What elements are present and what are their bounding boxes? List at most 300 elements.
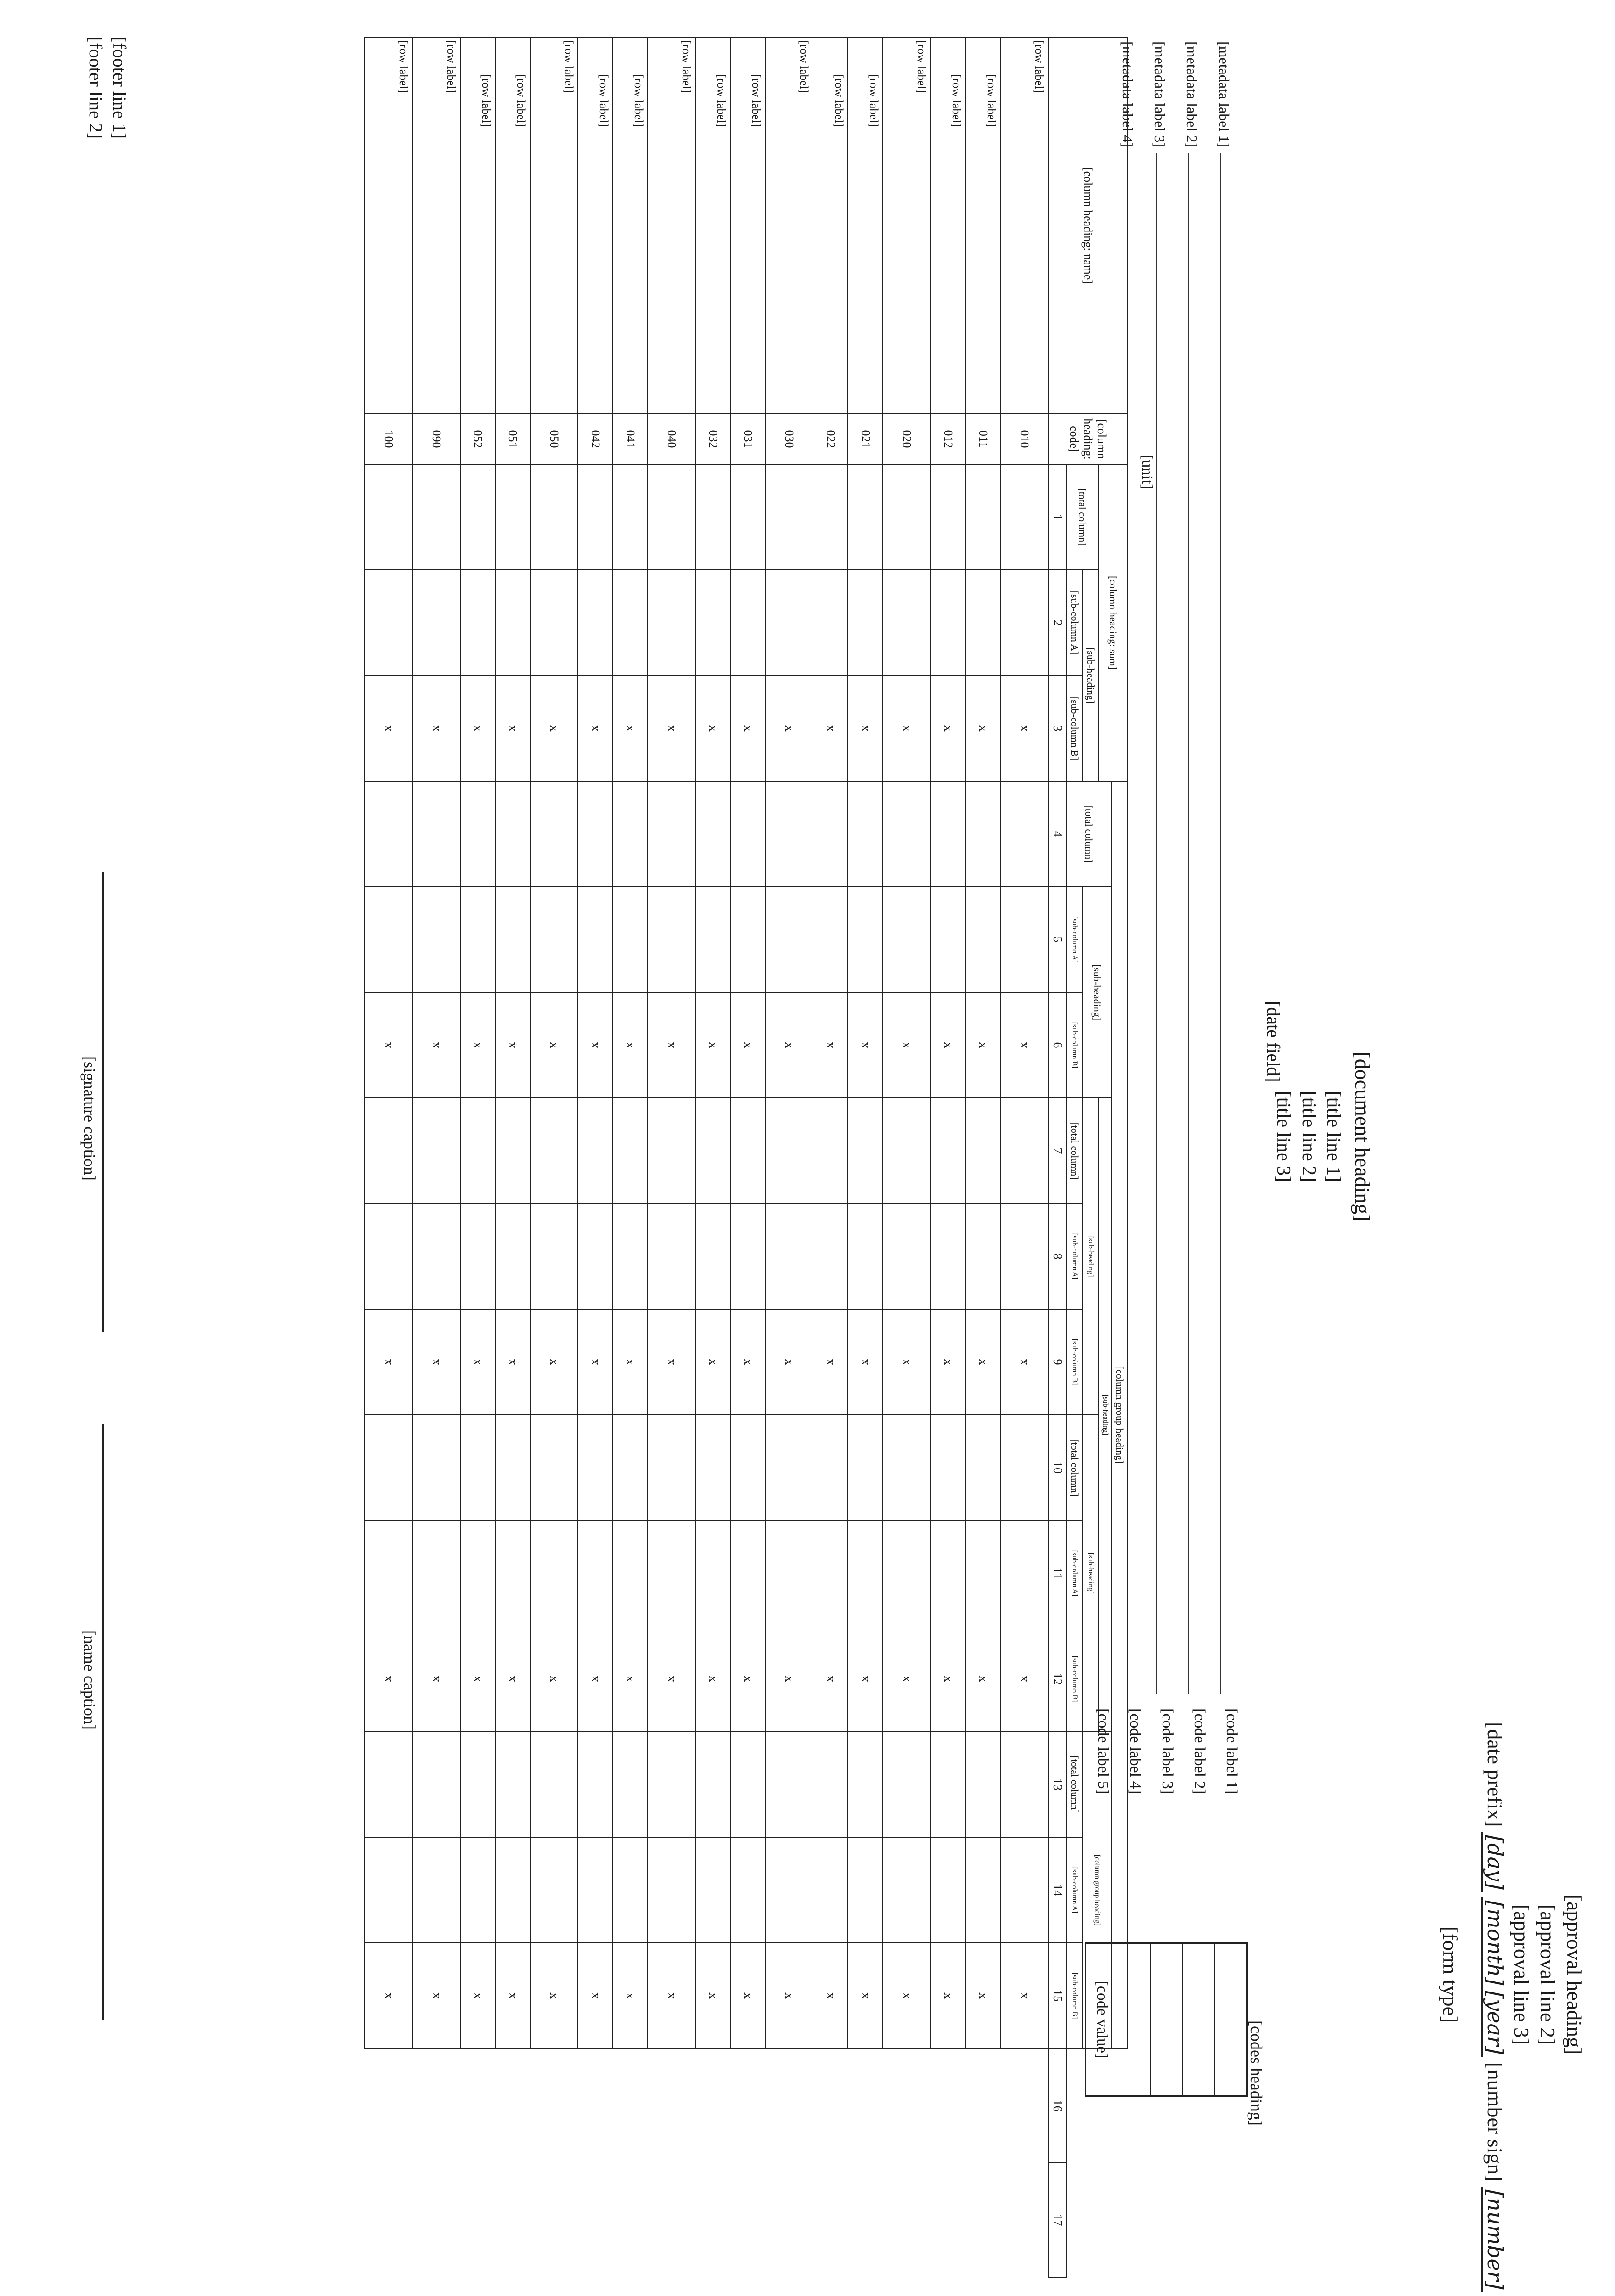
row-name: [row label] <box>765 37 813 414</box>
value-cell[interactable] <box>730 570 765 675</box>
value-cell[interactable] <box>1000 1204 1048 1309</box>
value-cell[interactable] <box>883 570 931 675</box>
x-mark-cell: x <box>648 1943 695 2048</box>
value-cell[interactable] <box>966 464 1000 570</box>
x-mark-cell: x <box>1000 1626 1048 1732</box>
value-cell[interactable] <box>695 1204 730 1309</box>
x-mark-cell: x <box>578 1626 613 1732</box>
approval-date-line <box>1482 1722 1508 2290</box>
meta-label: [metadata label 2] <box>1184 41 1200 147</box>
row-code: 050 <box>530 414 578 464</box>
row-code: 021 <box>848 414 883 464</box>
header-conf-unins: [sub-column B] <box>1067 1309 1083 1415</box>
x-mark-cell: x <box>495 675 530 781</box>
value-cell[interactable] <box>578 1732 613 1837</box>
value-cell[interactable] <box>966 1204 1000 1309</box>
value-cell[interactable] <box>931 781 966 887</box>
row-name: [row label] <box>966 37 1000 414</box>
value-cell[interactable] <box>931 570 966 675</box>
value-cell[interactable] <box>365 570 412 675</box>
value-cell[interactable] <box>495 570 530 675</box>
value-cell[interactable] <box>648 1837 695 1943</box>
value-cell[interactable] <box>365 1415 412 1520</box>
value-cell[interactable] <box>931 464 966 570</box>
value-cell[interactable] <box>578 1520 613 1626</box>
x-mark-cell: x <box>730 675 765 781</box>
value-cell[interactable] <box>813 887 848 992</box>
value-cell[interactable] <box>966 1415 1000 1520</box>
request-date-field: [date field] <box>1263 1001 1284 1082</box>
value-cell[interactable] <box>765 1732 813 1837</box>
value-cell[interactable] <box>765 464 813 570</box>
value-cell[interactable] <box>530 1415 578 1520</box>
row-code: 011 <box>966 414 1000 464</box>
value-cell[interactable] <box>966 1837 1000 1943</box>
column-number: 15 <box>1048 1943 1067 2048</box>
value-cell[interactable] <box>1000 1732 1048 1837</box>
table-row <box>1000 37 1048 2277</box>
row-code: 052 <box>460 414 495 464</box>
value-cell[interactable] <box>613 1415 648 1520</box>
row-code: 041 <box>613 414 648 464</box>
value-cell[interactable] <box>695 781 730 887</box>
value-cell[interactable] <box>365 887 412 992</box>
x-mark-cell: x <box>695 675 730 781</box>
value-cell[interactable] <box>460 570 495 675</box>
row-name: [row label] <box>530 37 578 414</box>
value-cell[interactable] <box>813 1204 848 1309</box>
value-cell[interactable] <box>730 1204 765 1309</box>
x-mark-cell: x <box>530 1943 578 2048</box>
value-cell[interactable] <box>730 1520 765 1626</box>
value-cell[interactable] <box>931 1732 966 1837</box>
header-conf-ins: [sub-column A] <box>1067 1204 1083 1309</box>
column-number: 11 <box>1048 1520 1067 1626</box>
value-cell[interactable] <box>412 1732 460 1837</box>
value-cell[interactable] <box>1000 887 1048 992</box>
row-code: 012 <box>931 414 966 464</box>
value-cell[interactable] <box>730 1837 765 1943</box>
meta-row <box>1183 41 1215 1694</box>
code-cell <box>1150 1944 1182 2095</box>
value-cell[interactable] <box>1000 1520 1048 1626</box>
value-cell[interactable] <box>613 464 648 570</box>
value-cell[interactable] <box>1000 1415 1048 1520</box>
value-cell[interactable] <box>848 1520 883 1626</box>
value-cell[interactable] <box>730 1098 765 1204</box>
value-cell[interactable] <box>883 1098 931 1204</box>
value-cell[interactable] <box>883 464 931 570</box>
value-cell[interactable] <box>730 464 765 570</box>
value-cell[interactable] <box>495 781 530 887</box>
x-mark-cell: x <box>365 1309 412 1415</box>
table-row <box>695 37 730 2277</box>
x-mark-cell: x <box>530 675 578 781</box>
value-cell[interactable] <box>765 1204 813 1309</box>
value-cell[interactable] <box>613 887 648 992</box>
value-cell[interactable] <box>848 1732 883 1837</box>
value-cell[interactable] <box>883 1520 931 1626</box>
value-cell[interactable] <box>695 1098 730 1204</box>
row-name: [row label] <box>883 37 931 414</box>
value-cell[interactable] <box>1000 464 1048 570</box>
value-cell[interactable] <box>695 1520 730 1626</box>
value-cell[interactable] <box>931 1098 966 1204</box>
value-cell[interactable] <box>495 464 530 570</box>
x-mark-cell: x <box>412 1943 460 2048</box>
value-cell[interactable] <box>578 1837 613 1943</box>
value-cell[interactable] <box>365 1837 412 1943</box>
column-number: 1 <box>1048 464 1067 570</box>
value-cell[interactable] <box>931 1520 966 1626</box>
value-cell[interactable] <box>412 781 460 887</box>
meta-label: [metadata label 4] <box>1119 41 1136 147</box>
meta-label: [metadata label 3] <box>1152 41 1168 147</box>
value-cell[interactable] <box>730 781 765 887</box>
column-number: 2 <box>1048 570 1067 675</box>
x-mark-cell: x <box>578 1943 613 2048</box>
value-cell[interactable] <box>530 1837 578 1943</box>
header-covid-all: [total column] <box>1067 781 1112 887</box>
value-cell[interactable] <box>966 1520 1000 1626</box>
header-suspected: [sub-heading] <box>1083 1415 1099 1732</box>
x-mark-cell: x <box>813 1626 848 1732</box>
x-mark-cell: x <box>1000 992 1048 1098</box>
value-cell[interactable] <box>813 464 848 570</box>
value-cell[interactable] <box>495 1732 530 1837</box>
value-cell[interactable] <box>412 1520 460 1626</box>
value-cell[interactable] <box>966 570 1000 675</box>
x-mark-cell: x <box>578 1309 613 1415</box>
value-cell[interactable] <box>530 781 578 887</box>
approval-stamp <box>1437 1722 1588 2290</box>
approval-year: [year] <box>1482 1988 1508 2057</box>
value-cell[interactable] <box>1000 1837 1048 1943</box>
column-number: 6 <box>1048 992 1067 1098</box>
column-number: 17 <box>1048 2163 1067 2277</box>
value-cell[interactable] <box>765 887 813 992</box>
value-cell[interactable] <box>848 1415 883 1520</box>
value-cell[interactable] <box>365 1204 412 1309</box>
value-cell[interactable] <box>365 1520 412 1626</box>
x-mark-cell: x <box>883 1943 931 2048</box>
table-row <box>365 37 412 2277</box>
value-cell[interactable] <box>412 570 460 675</box>
x-mark-cell: x <box>883 992 931 1098</box>
value-cell[interactable] <box>530 1732 578 1837</box>
x-mark-cell: x <box>495 1309 530 1415</box>
x-mark-cell: x <box>460 1626 495 1732</box>
meta-row <box>1215 41 1248 1694</box>
x-mark-cell: x <box>730 1309 765 1415</box>
value-cell[interactable] <box>648 1415 695 1520</box>
value-cell[interactable] <box>848 887 883 992</box>
value-cell[interactable] <box>1000 1098 1048 1204</box>
table-row <box>412 37 460 2277</box>
x-mark-cell: x <box>966 1626 1000 1732</box>
value-cell[interactable] <box>813 1098 848 1204</box>
row-code: 090 <box>412 414 460 464</box>
x-mark-cell: x <box>966 1943 1000 2048</box>
column-number: 4 <box>1048 781 1067 887</box>
value-cell[interactable] <box>460 1837 495 1943</box>
value-cell[interactable] <box>495 1415 530 1520</box>
value-cell[interactable] <box>530 570 578 675</box>
x-mark-cell: x <box>848 992 883 1098</box>
value-cell[interactable] <box>460 887 495 992</box>
value-cell[interactable] <box>813 1520 848 1626</box>
value-cell[interactable] <box>412 1204 460 1309</box>
value-cell[interactable] <box>495 1520 530 1626</box>
value-cell[interactable] <box>495 1204 530 1309</box>
value-cell[interactable] <box>966 1098 1000 1204</box>
x-mark-cell: x <box>495 1943 530 2048</box>
value-cell[interactable] <box>1000 570 1048 675</box>
value-cell[interactable] <box>648 1204 695 1309</box>
value-cell[interactable] <box>648 570 695 675</box>
value-cell[interactable] <box>848 570 883 675</box>
table-body <box>365 37 1048 2277</box>
row-code: 010 <box>1000 414 1048 464</box>
value-cell[interactable] <box>613 1520 648 1626</box>
value-cell[interactable] <box>966 887 1000 992</box>
x-mark-cell: x <box>578 992 613 1098</box>
value-cell[interactable] <box>613 1098 648 1204</box>
x-mark-cell: x <box>1000 675 1048 781</box>
x-mark-cell: x <box>695 1626 730 1732</box>
value-cell[interactable] <box>695 1837 730 1943</box>
title-heading: [document heading] <box>1351 1052 1374 1221</box>
x-mark-cell: x <box>931 992 966 1098</box>
value-cell[interactable] <box>695 464 730 570</box>
x-mark-cell: x <box>848 675 883 781</box>
row-code: 032 <box>695 414 730 464</box>
value-cell[interactable] <box>883 1204 931 1309</box>
value-cell[interactable] <box>613 1204 648 1309</box>
value-cell[interactable] <box>848 781 883 887</box>
value-cell[interactable] <box>530 1520 578 1626</box>
value-cell[interactable] <box>931 1837 966 1943</box>
value-cell[interactable] <box>613 1837 648 1943</box>
value-cell[interactable] <box>578 570 613 675</box>
value-cell[interactable] <box>412 1415 460 1520</box>
row-name: [row label] <box>495 37 530 414</box>
fill-line <box>1188 153 1190 1694</box>
x-mark-cell: x <box>530 1309 578 1415</box>
value-cell[interactable] <box>765 1520 813 1626</box>
value-cell[interactable] <box>813 781 848 887</box>
value-cell[interactable] <box>412 887 460 992</box>
value-cell[interactable] <box>730 887 765 992</box>
table-row <box>765 37 813 2277</box>
x-mark-cell: x <box>495 992 530 1098</box>
x-mark-cell: x <box>931 675 966 781</box>
value-cell[interactable] <box>1000 781 1048 887</box>
value-cell[interactable] <box>765 1098 813 1204</box>
x-mark-cell: x <box>365 992 412 1098</box>
value-cell[interactable] <box>613 1732 648 1837</box>
value-cell[interactable] <box>578 1204 613 1309</box>
value-cell[interactable] <box>765 1415 813 1520</box>
value-cell[interactable] <box>530 1098 578 1204</box>
x-mark-cell: x <box>883 1309 931 1415</box>
value-cell[interactable] <box>730 1732 765 1837</box>
value-cell[interactable] <box>412 1098 460 1204</box>
value-cell[interactable] <box>813 1415 848 1520</box>
value-cell[interactable] <box>765 570 813 675</box>
table-row <box>648 37 695 2277</box>
meta-label: [metadata label 1] <box>1216 41 1232 147</box>
value-cell[interactable] <box>883 1415 931 1520</box>
value-cell[interactable] <box>883 1732 931 1837</box>
value-cell[interactable] <box>460 1732 495 1837</box>
x-mark-cell: x <box>365 1626 412 1732</box>
value-cell[interactable] <box>765 1837 813 1943</box>
code-cell <box>1214 1944 1246 2095</box>
header-name: [column heading: name] <box>1048 37 1128 414</box>
row-code: 042 <box>578 414 613 464</box>
value-cell[interactable] <box>530 464 578 570</box>
value-cell[interactable] <box>813 570 848 675</box>
value-cell[interactable] <box>578 1098 613 1204</box>
value-cell[interactable] <box>883 887 931 992</box>
value-cell[interactable] <box>578 1415 613 1520</box>
value-cell[interactable] <box>460 1098 495 1204</box>
name-caption: [name caption] <box>80 1630 99 1730</box>
value-cell[interactable] <box>813 1732 848 1837</box>
header-code: [column heading: code] <box>1048 414 1128 464</box>
value-cell[interactable] <box>848 1098 883 1204</box>
value-cell[interactable] <box>530 1204 578 1309</box>
x-mark-cell: x <box>765 675 813 781</box>
value-cell[interactable] <box>848 464 883 570</box>
x-mark-cell: x <box>695 1943 730 2048</box>
x-mark-cell: x <box>931 1309 966 1415</box>
x-mark-cell: x <box>648 992 695 1098</box>
x-mark-cell: x <box>765 1309 813 1415</box>
header-susp-unins: [sub-column B] <box>1067 1626 1083 1732</box>
fill-line <box>1220 153 1222 1694</box>
value-cell[interactable] <box>695 1415 730 1520</box>
value-cell[interactable] <box>648 1520 695 1626</box>
value-cell[interactable] <box>460 1415 495 1520</box>
table-row <box>848 37 883 2277</box>
header-test-ins: [sub-column A] <box>1067 1837 1083 1943</box>
column-number: 10 <box>1048 1415 1067 1520</box>
value-cell[interactable] <box>730 1415 765 1520</box>
value-cell[interactable] <box>495 1837 530 1943</box>
value-cell[interactable] <box>931 1415 966 1520</box>
value-cell[interactable] <box>695 1732 730 1837</box>
code-label: [code label 2] <box>1191 1708 1208 1794</box>
row-name: [row label] <box>813 37 848 414</box>
value-cell[interactable] <box>695 887 730 992</box>
value-cell[interactable] <box>365 1098 412 1204</box>
value-cell[interactable] <box>365 464 412 570</box>
value-cell[interactable] <box>848 1204 883 1309</box>
value-cell[interactable] <box>412 464 460 570</box>
value-cell[interactable] <box>460 1520 495 1626</box>
header-test-unins: [sub-column B] <box>1067 1943 1083 2048</box>
value-cell[interactable] <box>648 781 695 887</box>
x-mark-cell: x <box>813 675 848 781</box>
value-cell[interactable] <box>648 1732 695 1837</box>
x-mark-cell: x <box>648 1309 695 1415</box>
value-cell[interactable] <box>613 781 648 887</box>
value-cell[interactable] <box>813 1837 848 1943</box>
row-name: [row label] <box>730 37 765 414</box>
value-cell[interactable] <box>883 1837 931 1943</box>
approval-line: [approval line 3] <box>1510 1904 1533 2045</box>
row-name: [row label] <box>931 37 966 414</box>
header-sum-total: [total column] <box>1067 464 1099 570</box>
header-uninsured: [sub-column B] <box>1067 675 1083 781</box>
value-cell[interactable] <box>365 781 412 887</box>
column-number: 8 <box>1048 1204 1067 1309</box>
x-mark-cell: x <box>495 1626 530 1732</box>
value-cell[interactable] <box>695 570 730 675</box>
value-cell[interactable] <box>613 570 648 675</box>
x-mark-cell: x <box>460 1309 495 1415</box>
header-susp-total: [total column] <box>1067 1415 1083 1520</box>
fill-line <box>1156 153 1158 1694</box>
x-mark-cell: x <box>813 1943 848 2048</box>
value-cell[interactable] <box>931 887 966 992</box>
code-label: [code label 1] <box>1223 1708 1240 1794</box>
value-cell[interactable] <box>495 1098 530 1204</box>
codes-heading: [codes heading] <box>1247 2020 1265 2126</box>
x-mark-cell: x <box>365 675 412 781</box>
value-cell[interactable] <box>648 887 695 992</box>
code-label: [code label 3] <box>1159 1708 1176 1794</box>
value-cell[interactable] <box>530 887 578 992</box>
value-cell[interactable] <box>765 781 813 887</box>
x-mark-cell: x <box>1000 1943 1048 2048</box>
value-cell[interactable] <box>648 1098 695 1204</box>
value-cell[interactable] <box>365 1732 412 1837</box>
header-in-disease: [sub-heading] <box>1099 1098 1112 1732</box>
form-title <box>1271 161 1376 2112</box>
value-cell[interactable] <box>883 781 931 887</box>
value-cell[interactable] <box>460 1204 495 1309</box>
value-cell[interactable] <box>848 1837 883 1943</box>
value-cell[interactable] <box>648 464 695 570</box>
value-cell[interactable] <box>966 781 1000 887</box>
form-type: [form type] <box>1439 1926 1462 2023</box>
row-name: [row label] <box>412 37 460 414</box>
value-cell[interactable] <box>966 1732 1000 1837</box>
row-code: 022 <box>813 414 848 464</box>
value-cell[interactable] <box>460 781 495 887</box>
code-cell <box>1182 1944 1214 2095</box>
value-cell[interactable] <box>578 887 613 992</box>
approval-month: [month] <box>1482 1897 1508 1988</box>
value-cell[interactable] <box>412 1837 460 1943</box>
x-mark-cell: x <box>460 1943 495 2048</box>
value-cell[interactable] <box>578 781 613 887</box>
table-row <box>813 37 848 2277</box>
row-name: [row label] <box>365 37 412 414</box>
meta-row <box>1151 41 1183 1694</box>
value-cell[interactable] <box>495 887 530 992</box>
value-cell[interactable] <box>578 464 613 570</box>
row-code: 051 <box>495 414 530 464</box>
x-mark-cell: x <box>695 992 730 1098</box>
value-cell[interactable] <box>460 464 495 570</box>
row-name: [row label] <box>648 37 695 414</box>
value-cell[interactable] <box>931 1204 966 1309</box>
x-mark-cell: x <box>883 1626 931 1732</box>
